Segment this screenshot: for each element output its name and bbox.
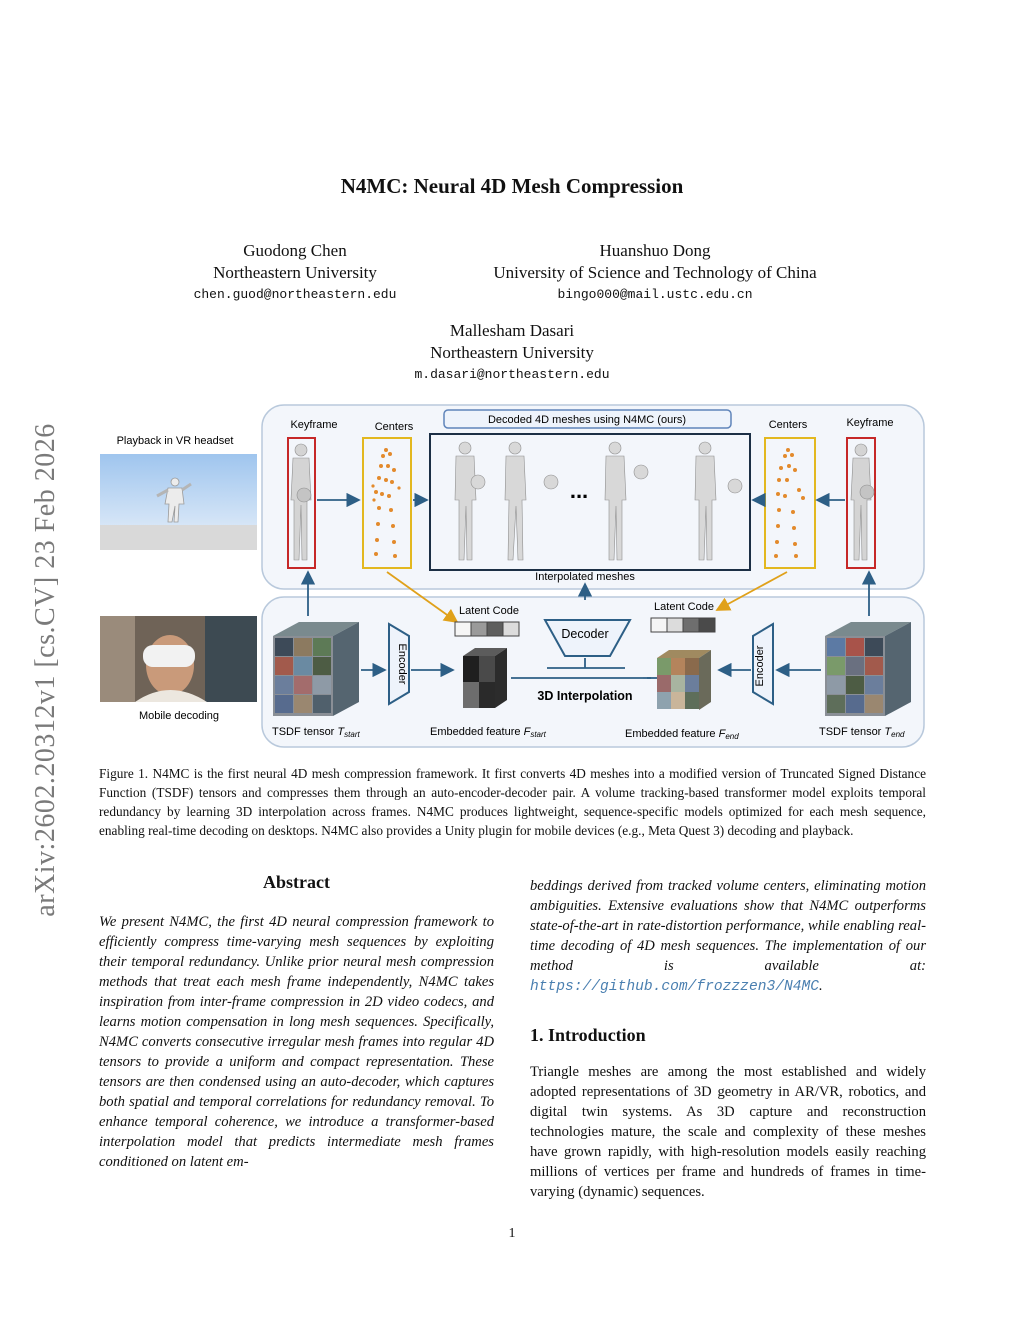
tsdf-start-label: TSDF tensor Tstart — [272, 726, 360, 739]
keyframe-left-label: Keyframe — [290, 419, 338, 431]
latent-code-left-label: Latent Code — [459, 605, 519, 617]
latent-code-right-label: Latent Code — [654, 601, 714, 613]
author-email: m.dasari@northeastern.edu — [414, 367, 610, 382]
introduction-text: Triangle meshes are among the most established and widely adopted representations of 3D geometry in AR/VR, robotics, and digital twin systems. As 3D capture and reconstruction technologies mature, the scale and complexity of these meshes have grown rapidly, with high-resolution models easily reaching millions of vertices per frame and hundreds of frames in time-varying (dynamic) sequences. — [530, 1064, 926, 1200]
author-email: bingo000@mail.ustc.edu.cn — [557, 287, 753, 302]
top-panel — [262, 405, 924, 589]
page-number: 1 — [508, 1226, 516, 1241]
author-block-2 — [445, 241, 865, 302]
ellipsis-label: ... — [569, 478, 589, 503]
embedded-start-label: Embedded feature Fstart — [430, 726, 546, 739]
latent-code-right — [651, 618, 715, 632]
embedded-cube-right — [657, 650, 711, 710]
author-name: Huanshuo Dong — [599, 241, 711, 260]
embedded-end-label: Embedded feature Fend — [625, 728, 739, 741]
author-block-3 — [362, 321, 662, 382]
latent-code-left — [455, 622, 519, 636]
tsdf-end-label: TSDF tensor Tend — [819, 726, 905, 739]
author-name: Guodong Chen — [243, 241, 347, 260]
figure-1 — [95, 400, 930, 752]
tsdf-cube-right — [825, 622, 911, 716]
decoder-label: Decoder — [561, 627, 609, 641]
introduction-heading: 1. Introduction — [530, 1025, 646, 1045]
author-institution: Northeastern University — [430, 343, 594, 362]
keyframe-right-label: Keyframe — [846, 417, 894, 429]
author-name: Mallesham Dasari — [449, 321, 575, 340]
author-block-1 — [165, 241, 425, 302]
abstract-column — [99, 872, 494, 1172]
tsdf-cube-left — [273, 622, 359, 716]
repo-link[interactable]: https://github.com/frozzzen3/N4MC — [530, 979, 820, 995]
decoded-banner-label: Decoded 4D meshes using N4MC (ours) — [487, 414, 687, 426]
encoder-right-label: Encoder — [754, 645, 766, 687]
author-institution: University of Science and Technology of China — [493, 263, 817, 282]
right-column — [530, 876, 926, 1202]
abstract-heading: Abstract — [263, 872, 330, 892]
abstract-text: We present N4MC, the first 4D neural compression framework to efficiently compress time-varying mesh sequences by exploiting their temporal redundancy. Unlike prior neural mesh compression methods that treat each mesh frame independently, N4MC takes inspiration from inter-frame compression in 2D video codecs, and learns motion compensation in long mesh sequences. Specifically, N4MC converts consecutive irregular mesh frames into regular 4D tensors to provide a uniform and compact representation. These tensors are then condensed using an auto-decoder, which captures both spatial and temporal correlations for redundancy removal. To enhance temporal coherence, we introduce a transformer-based interpolation model that predicts intermediate mesh frames conditioned on latent em- — [99, 914, 494, 1170]
interpolated-meshes-label: Interpolated meshes — [535, 571, 635, 583]
embedded-cube-left — [463, 648, 507, 708]
interp3d-label: 3D Interpolation — [537, 689, 633, 703]
author-institution: Northeastern University — [213, 263, 377, 282]
centers-right-label: Centers — [768, 419, 808, 431]
abstract-continued: beddings derived from tracked volume centers, eliminating motion ambiguities. Extensive evaluations show that N4MC outperforms state-of-the-art in rate-distortion performance, while enabling real-time decoding of 4D mesh sequences. The implementation of our method is available at: https://github.com/frozzzen3/N4MC. — [530, 878, 926, 995]
paper-title: N4MC: Neural 4D Mesh Compression — [340, 174, 684, 198]
author-email: chen.guod@northeastern.edu — [193, 287, 397, 302]
encoder-left-label: Encoder — [396, 643, 408, 685]
centers-left-label: Centers — [374, 421, 414, 433]
mobile-label: Mobile decoding — [138, 710, 220, 722]
playback-label: Playback in VR headset — [116, 435, 234, 447]
figure-diagram — [95, 400, 930, 752]
figure-caption: Figure 1. N4MC is the first neural 4D mesh compression framework. It first converts 4D meshes into a modified version of Truncated Signed Distance Function (TSDF) tensors and compresses them through an auto-encoder-decoder pair. A volume tracking-based transformer model exploits temporal redundancy by learning 3D interpolation across frames. N4MC produces lightweight, sequence-specific models optimized for each mesh sequence, enabling real-time decoding on desktops. N4MC also provides a Unity plugin for mobile devices (e.g., Meta Quest 3) decoding and playback. — [99, 766, 926, 838]
arxiv-identifier: arXiv:2602.20312v1 [cs.CV] 23 Feb 2026 — [30, 423, 61, 917]
